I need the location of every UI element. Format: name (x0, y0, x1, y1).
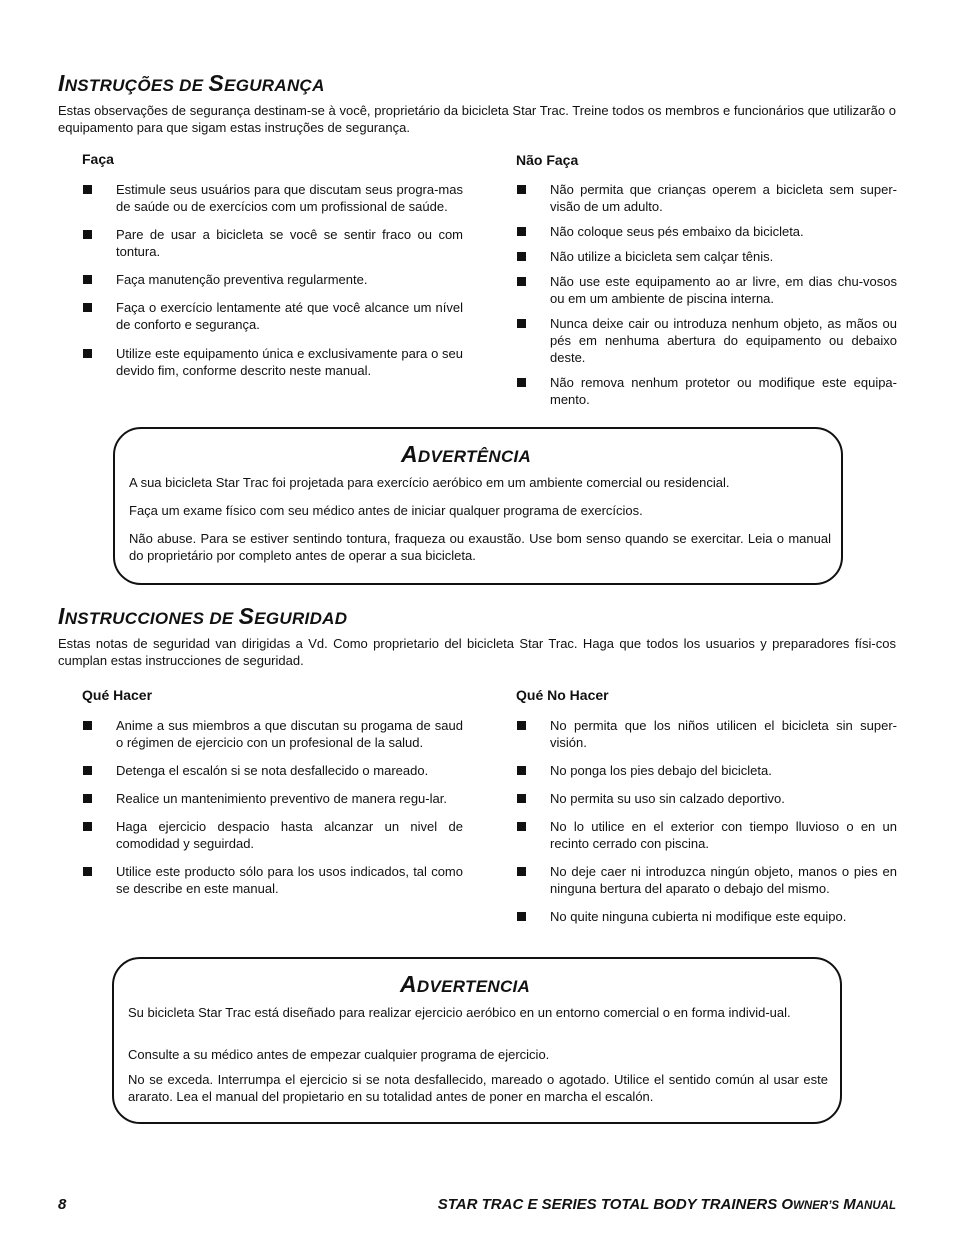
bullet-square-icon (83, 303, 92, 312)
pt-warning-text-3: Não abuse. Para se estiver sentindo tontura, fraqueza ou exaustão. Use bom senso quando se exercitar. Leia o manual do proprietário por completo antes de operar a sua bicicleta. (129, 531, 831, 563)
list-item (516, 248, 897, 265)
es-warning-text-2: Consulte a su médico antes de empezar cualquier programa de ejercicio. (128, 1047, 550, 1062)
es-do-heading: Qué Hacer (82, 687, 153, 703)
list-item-text: No quite ninguna cubierta ni modifique este equipo. (550, 909, 847, 924)
pt-dont-heading: Não Faça (516, 152, 579, 168)
list-item (82, 790, 463, 807)
bullet-square-icon (517, 867, 526, 876)
bullet-square-icon (517, 766, 526, 775)
list-item-text: Utilice este producto sólo para los usos indicados, tal como se describe en este manual. (116, 864, 463, 896)
bullet-square-icon (517, 794, 526, 803)
list-item-text: Anime a sus miembros a que discutan su progama de saud o régimen de ejercicio con un profesional de la salud. (116, 718, 463, 750)
list-item (82, 181, 463, 215)
bullet-square-icon (83, 230, 92, 239)
bullet-square-icon (83, 721, 92, 730)
list-item (516, 273, 897, 307)
list-item-text: Faça o exercício lentamente até que você alcance um nível de conforto e segurança. (116, 300, 463, 332)
list-item (82, 226, 463, 260)
list-item-text: Não remova nenhum protetor ou modifique este equipa-mento. (550, 375, 897, 407)
list-item (82, 863, 463, 897)
pt-dont-list (516, 181, 897, 408)
bullet-square-icon (83, 867, 92, 876)
list-item (516, 181, 897, 215)
bullet-square-icon (83, 349, 92, 358)
pt-intro: Estas observações de segurança destinam-se à você, proprietário da bicicleta Star Trac. Treine todos os membros e funcionários que utilizarão o equipamento para que sigam estas instruções de segurança. (58, 103, 896, 135)
es-intro: Estas notas de seguridad van dirigidas a Vd. Como proprietario del bicicleta Star Trac. Haga que todos los usuarios y preparadores físi-cos cumplan estas instrucciones de seguridad. (58, 636, 896, 668)
bullet-square-icon (517, 319, 526, 328)
list-item (82, 345, 463, 379)
bullet-square-icon (517, 822, 526, 831)
pt-warning-box (113, 427, 843, 585)
list-item-text: No deje caer ni introduzca ningún objeto, manos o pies en ninguna bertura del aparato o debajo del mismo. (550, 864, 897, 896)
bullet-square-icon (517, 378, 526, 387)
list-item (516, 717, 897, 751)
es-dont-heading: Qué No Hacer (516, 687, 609, 703)
list-item (516, 790, 897, 807)
list-item-text: Faça manutenção preventiva regularmente. (116, 272, 368, 287)
list-item-text: No permita que los niños utilicen el bicicleta sin super-visión. (550, 718, 897, 750)
bullet-square-icon (83, 794, 92, 803)
list-item-text: Haga ejercicio despacio hasta alcanzar un nivel de comodidad y seguirdad. (116, 819, 463, 851)
list-item-text: Estimule seus usuários para que discutam seus progra-mas de saúde ou de exercícios com um profissional de saúde. (116, 182, 463, 214)
list-item (82, 717, 463, 751)
pt-do-list (82, 181, 463, 379)
pt-warning-text-1: A sua bicicleta Star Trac foi projetada para exercício aeróbico em um ambiente comercial ou residencial. (129, 475, 730, 490)
list-item-text: Não permita que crianças operem a bicicleta sem super-visão de um adulto. (550, 182, 897, 214)
list-item (516, 863, 897, 897)
list-item (516, 818, 897, 852)
list-item-text: Não utilize a bicicleta sem calçar tênis. (550, 249, 774, 264)
bullet-square-icon (83, 822, 92, 831)
list-item (516, 223, 897, 240)
pt-section-title: INSTRUÇÕES DE SEGURANÇA (58, 70, 325, 96)
page-number: 8 (58, 1196, 67, 1213)
list-item-text: No lo utilice en el exterior con tiempo lluvioso o en un recinto cerrado con piscina. (550, 819, 897, 851)
list-item (82, 299, 463, 333)
pt-do-heading: Faça (82, 151, 114, 167)
list-item-text: No ponga los pies debajo del bicicleta. (550, 763, 772, 778)
list-item-text: Pare de usar a bicicleta se você se sentir fraco ou com tontura. (116, 227, 463, 259)
bullet-square-icon (517, 912, 526, 921)
manual-title: STAR TRAC E SERIES TOTAL BODY TRAINERS OWNER’S MANUAL (437, 1196, 896, 1213)
es-dont-list (516, 717, 897, 925)
es-section-title: INSTRUCCIONES DE SEGURIDAD (58, 603, 348, 629)
es-warning-text-3: No se exceda. Interrumpa el ejercicio si se nota desfallecido, mareado o agotado. Utilice el sentido común al usar este araratо. Lea el manual del propietario en su totalidad antes de poner en marcha el escalón. (128, 1072, 828, 1104)
bullet-square-icon (517, 252, 526, 261)
bullet-square-icon (83, 185, 92, 194)
list-item-text: Realice un mantenimiento preventivo de manera regu-lar. (116, 791, 447, 806)
list-item (82, 271, 463, 288)
list-item (516, 908, 897, 925)
list-item (516, 762, 897, 779)
es-warning-text-1: Su bicicleta Star Trac está diseñado para realizar ejercicio aeróbico en un entorno comercial o en forma individ-ual. (128, 1005, 791, 1020)
bullet-square-icon (83, 766, 92, 775)
bullet-square-icon (517, 185, 526, 194)
bullet-square-icon (517, 277, 526, 286)
list-item (516, 374, 897, 408)
list-item (82, 762, 463, 779)
bullet-square-icon (83, 275, 92, 284)
list-item-text: Não use este equipamento ao ar livre, em dias chu-vosos ou em um ambiente de piscina interna. (550, 274, 897, 306)
list-item-text: Detenga el escalón si se nota desfallecido o mareado. (116, 763, 429, 778)
es-warning-title: ADVERTENCIA (400, 971, 531, 997)
list-item-text: Utilize este equipamento única e exclusivamente para o seu devido fim, conforme descrito neste manual. (116, 346, 463, 378)
list-item (82, 818, 463, 852)
bullet-square-icon (517, 721, 526, 730)
list-item (516, 315, 897, 366)
pt-warning-title: ADVERTÊNCIA (401, 441, 532, 467)
pt-warning-text-2: Faça um exame físico com seu médico antes de iniciar qualquer programa de exercícios. (129, 503, 643, 518)
list-item-text: No permita su uso sin calzado deportivo. (550, 791, 785, 806)
es-do-list (82, 717, 463, 897)
list-item-text: Nunca deixe cair ou introduza nenhum objeto, as mãos ou pés em nenhuma abertura do equipamento ou debaixo deste. (550, 316, 897, 365)
list-item-text: Não coloque seus pés embaixo da bicicleta. (550, 224, 804, 239)
bullet-square-icon (517, 227, 526, 236)
es-warning-box (112, 957, 842, 1124)
